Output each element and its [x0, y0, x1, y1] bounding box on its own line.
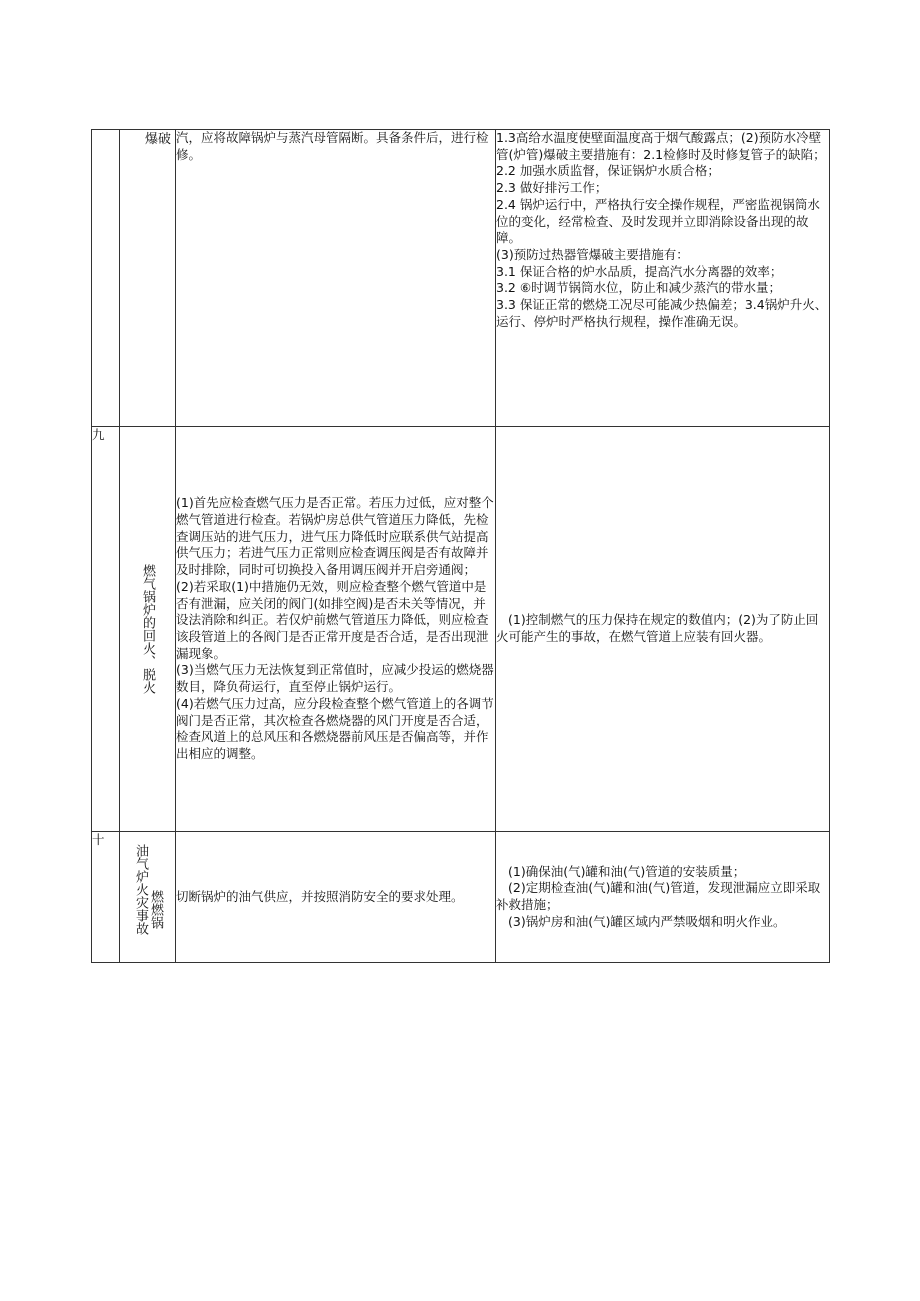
- table-row: [92, 832, 830, 963]
- accident-name-text: 油气炉火灾事故: [133, 844, 148, 935]
- handling-text: 切断锅炉的油气供应，并按照消防安全的要求处理。: [176, 888, 464, 904]
- measures-text: 2.3 做好排污工作；: [496, 180, 608, 196]
- measures-cell: [496, 832, 830, 963]
- accident-table: [91, 129, 830, 963]
- handling-cell: [176, 427, 496, 832]
- accident-name: [120, 832, 176, 963]
- accident-name-text: 燃燃锅: [148, 890, 163, 929]
- measures-text: 3.3 保证正常的燃烧工况尽可能减少热偏差；3.4锅炉升火、运行、停炉时严格执行规程，操作准确无误。: [496, 297, 828, 329]
- measures-text: (3)预防过热器管爆破主要措施有：: [496, 246, 689, 262]
- row-number: 九: [92, 427, 120, 832]
- measures-text: 1.3高给水温度使壁面温度高于烟气酸露点；(2)预防水冷壁管(炉管)爆破主要措施有：2.1检修时及时修复管子的缺陷；: [496, 130, 826, 162]
- measures-text: 3.1 保证合格的炉水品质，提高汽水分离器的效率；: [496, 263, 783, 279]
- accident-name: [120, 130, 176, 427]
- measures-text: (3)锅炉房和油(气)罐区域内严禁吸烟和明火作业。: [508, 913, 786, 929]
- accident-name-text: 燃气锅炉的回火、脱火: [140, 564, 155, 694]
- table-row: [92, 130, 830, 427]
- accident-name: [120, 427, 176, 832]
- handling-cell: [176, 832, 496, 963]
- measures-text: 3.2 ⑥时调节锅筒水位，防止和减少蒸汽的带水量；: [496, 280, 782, 296]
- measures-text: 2.2 加强水质监督，保证锅炉水质合格；: [496, 163, 720, 179]
- measures-text: (2)定期检查油(气)罐和油(气)管道，发现泄漏应立即采取补救措施；: [496, 880, 821, 912]
- handling-text: (2)若采取(1)中措施仍无效，则应检查整个燃气管道中是否有泄漏，应关闭的阀门(如排空阀)是否未关等情况，并设法消除和纠正。若仅炉前燃气管道压力降低，则应检查该段管道上的各阀门是否正常开度是否合适，是否出现泄漏现象。: [176, 578, 489, 661]
- handling-text: 汽，应将故障锅炉与蒸汽母管隔断。具备条件后，进行检修。: [176, 130, 489, 162]
- table-row: [92, 427, 830, 832]
- row-number: 十: [92, 832, 120, 963]
- measures-text: (1)确保油(气)罐和油(气)管道的安装质量；: [508, 863, 746, 879]
- measures-text: 2.4 锅炉运行中，严格执行安全操作规程，严密监视锅筒水位的变化，经常检查、及时发现并立即消除设备出现的故障。: [496, 196, 820, 246]
- measures-text: (1)控制燃气的压力保持在规定的数值内；(2)为了防止回火可能产生的事故，在燃气管道上应装有回火器。: [496, 612, 819, 644]
- measures-cell: [496, 130, 830, 427]
- accident-name-text: 爆破: [144, 132, 171, 147]
- handling-cell: [176, 130, 496, 427]
- handling-text: (4)若燃气压力过高，应分段检查整个燃气管道上的各调节阀门是否正常，其次检查各燃烧器的风门开度是否合适，检查风道上的总风压和各燃烧器前风压是否偏高等，并作出相应的调整。: [176, 695, 494, 761]
- measures-cell: [496, 427, 830, 832]
- handling-text: (3)当燃气压力无法恢复到正常值时，应减少投运的燃烧器数目，降负荷运行，直至停止锅炉运行。: [176, 662, 494, 695]
- row-number: [92, 130, 120, 427]
- handling-text: (1)首先应检查燃气压力是否正常。若压力过低，应对整个燃气管道进行检查。若锅炉房总供气管道压力降低，先检查调压站的进气压力，进气压力降低时应联系供气站提高供气压力；若进气压力正常则应检查调压阀是否有故障并及时排除，同时可切换投入备用调压阀并开启旁通阀；: [176, 495, 494, 578]
